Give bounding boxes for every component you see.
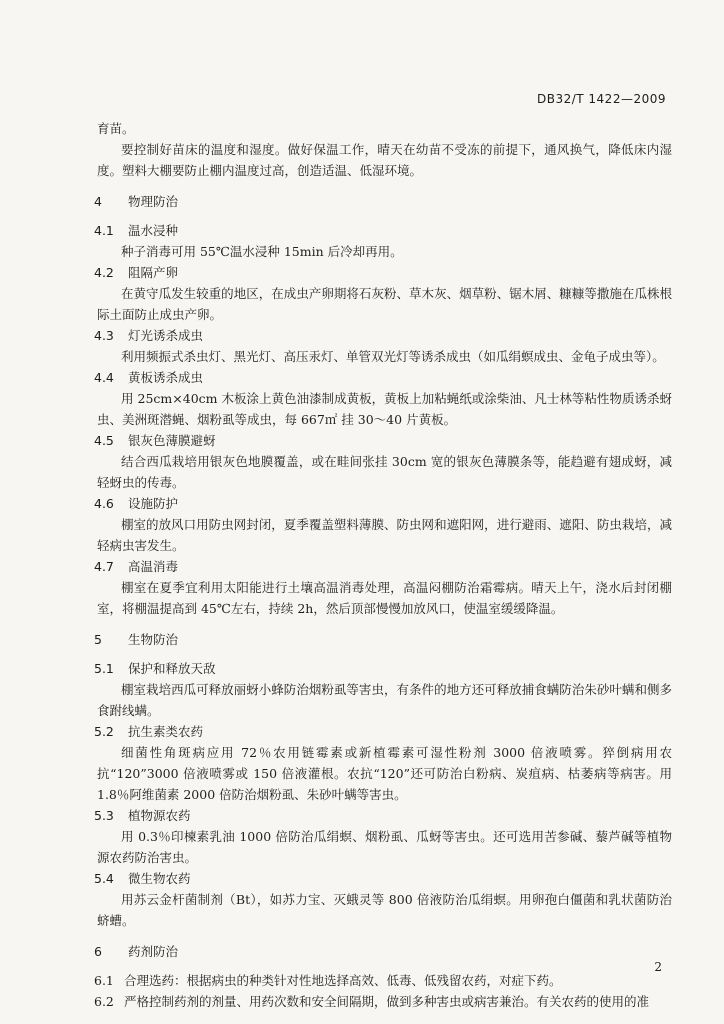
heading-number: 4.2 bbox=[94, 265, 114, 280]
paragraph: 利用频振式杀虫灯、黑光灯、高压汞灯、单管双光灯等诱杀成虫（如瓜绢螟成虫、金龟子成虫等）。 bbox=[121, 349, 665, 364]
heading-title: 温水浸种 bbox=[128, 223, 179, 238]
heading-title: 抗生素类农药 bbox=[128, 724, 204, 739]
subsection-heading bbox=[94, 805, 672, 826]
heading-title: 阻隔产卵 bbox=[128, 265, 179, 280]
paragraph: 棚室在夏季宜利用太阳能进行土壤高温消毒处理，高温闷棚防治霜霉病。晴天上午，浇水后封闭棚室，将棚温提高到 45℃左右，持续 2h，然后顶部慢慢加放风口，使温室缓缓降温。 bbox=[97, 580, 672, 616]
subsection-heading bbox=[94, 262, 672, 283]
clause-number: 6.2 bbox=[94, 994, 114, 1009]
section-heading bbox=[94, 941, 672, 962]
paragraph: 棚室的放风口用防虫网封闭，夏季覆盖塑料薄膜、防虫网和遮阳网，进行避雨、遮阳、防虫栽培，减轻病虫害发生。 bbox=[97, 517, 672, 553]
paragraph: 种子消毒可用 55℃温水浸种 15min 后冷却再用。 bbox=[121, 244, 403, 259]
paragraph: 结合西瓜栽培用银灰色地膜覆盖，或在畦间张挂 30cm 宽的银灰色薄膜条等，能趋避有翅成蚜，减轻蚜虫的传毒。 bbox=[97, 454, 672, 490]
heading-number: 5 bbox=[94, 632, 102, 647]
numbered-clause bbox=[94, 970, 672, 991]
heading-title: 灯光诱杀成虫 bbox=[128, 328, 204, 343]
subsection-heading bbox=[94, 868, 672, 889]
clause-text: 严格控制药剂的剂量、用药次数和安全间隔期，做到多种害虫或病害兼治。有关农药的使用的准 bbox=[124, 994, 650, 1009]
heading-number: 5.2 bbox=[94, 724, 114, 739]
paragraph: 细菌性角斑病应用 72％农用链霉素或新植霉素可湿性粉剂 3000 倍液喷雾。猝倒病用农抗“120”3000 倍液喷雾或 150 倍液灌根。农抗“120”还可防治白粉病、炭疽病、枯萎病等病害。用 1.8％阿维菌素 2000 倍防治烟粉虱、朱砂叶螨等害虫。 bbox=[97, 745, 672, 802]
subsection-heading bbox=[94, 430, 672, 451]
subsection-heading bbox=[94, 325, 672, 346]
subsection-heading bbox=[94, 367, 672, 388]
heading-title: 银灰色薄膜避蚜 bbox=[128, 433, 216, 448]
heading-number: 6 bbox=[94, 944, 102, 959]
heading-number: 4.4 bbox=[94, 370, 114, 385]
subsection-heading bbox=[94, 658, 672, 679]
paragraph: 用 0.3％印楝素乳油 1000 倍防治瓜绢螟、烟粉虱、瓜蚜等害虫。还可选用苦参碱、藜芦碱等植物源农药防治害虫。 bbox=[97, 829, 672, 865]
subsection-heading bbox=[94, 220, 672, 241]
paragraph: 用苏云金杆菌制剂（Bt），如苏力宝、灭蛾灵等 800 倍液防治瓜绢螟。用卵孢白僵菌和乳状菌防治蛴螬。 bbox=[97, 892, 672, 928]
heading-title: 微生物农药 bbox=[128, 871, 191, 886]
heading-title: 生物防治 bbox=[128, 632, 179, 647]
heading-title: 设施防护 bbox=[128, 496, 179, 511]
paragraph: 育苗。 bbox=[97, 121, 135, 136]
heading-title: 保护和释放天敌 bbox=[128, 661, 216, 676]
document-body bbox=[94, 118, 672, 1012]
clause-number: 6.1 bbox=[94, 973, 114, 988]
section-heading bbox=[94, 191, 672, 212]
heading-number: 4.3 bbox=[94, 328, 114, 343]
heading-title: 植物源农药 bbox=[128, 808, 191, 823]
paragraph: 棚室栽培西瓜可释放丽蚜小蜂防治烟粉虱等害虫，有条件的地方还可释放捕食螨防治朱砂叶螨和侧多食跗线螨。 bbox=[97, 682, 672, 718]
heading-number: 5.1 bbox=[94, 661, 114, 676]
heading-number: 5.3 bbox=[94, 808, 114, 823]
standard-code: DB32/T 1422—2009 bbox=[536, 92, 666, 106]
page-number: 2 bbox=[654, 960, 662, 974]
heading-number: 5.4 bbox=[94, 871, 114, 886]
heading-number: 4.6 bbox=[94, 496, 114, 511]
heading-number: 4.1 bbox=[94, 223, 114, 238]
paragraph: 用 25cm×40cm 木板涂上黄色油漆制成黄板，黄板上加粘蝇纸或涂柴油、凡士林等粘性物质诱杀蚜虫、美洲斑潜蝇、烟粉虱等成虫，每 667㎡ 挂 30～40 片黄板。 bbox=[97, 391, 672, 427]
paragraph: 在黄守瓜发生较重的地区，在成虫产卵期将石灰粉、草木灰、烟草粉、锯木屑、糠糠等撒施在瓜株根际土面防止成虫产卵。 bbox=[97, 286, 672, 322]
numbered-clause bbox=[94, 991, 672, 1012]
heading-title: 高温消毒 bbox=[128, 559, 179, 574]
heading-number: 4 bbox=[94, 194, 102, 209]
paragraph: 要控制好苗床的温度和湿度。做好保温工作，晴天在幼苗不受冻的前提下，通风换气，降低床内湿度。塑料大棚要防止棚内温度过高，创造适温、低湿环境。 bbox=[97, 142, 672, 178]
subsection-heading bbox=[94, 721, 672, 742]
heading-title: 药剂防治 bbox=[128, 944, 179, 959]
section-heading bbox=[94, 629, 672, 650]
heading-number: 4.5 bbox=[94, 433, 114, 448]
heading-title: 物理防治 bbox=[128, 194, 179, 209]
clause-text: 合理选药：根据病虫的种类针对性地选择高效、低毒、低残留农药，对症下药。 bbox=[124, 973, 562, 988]
heading-number: 4.7 bbox=[94, 559, 114, 574]
subsection-heading bbox=[94, 493, 672, 514]
heading-title: 黄板诱杀成虫 bbox=[128, 370, 204, 385]
subsection-heading bbox=[94, 556, 672, 577]
